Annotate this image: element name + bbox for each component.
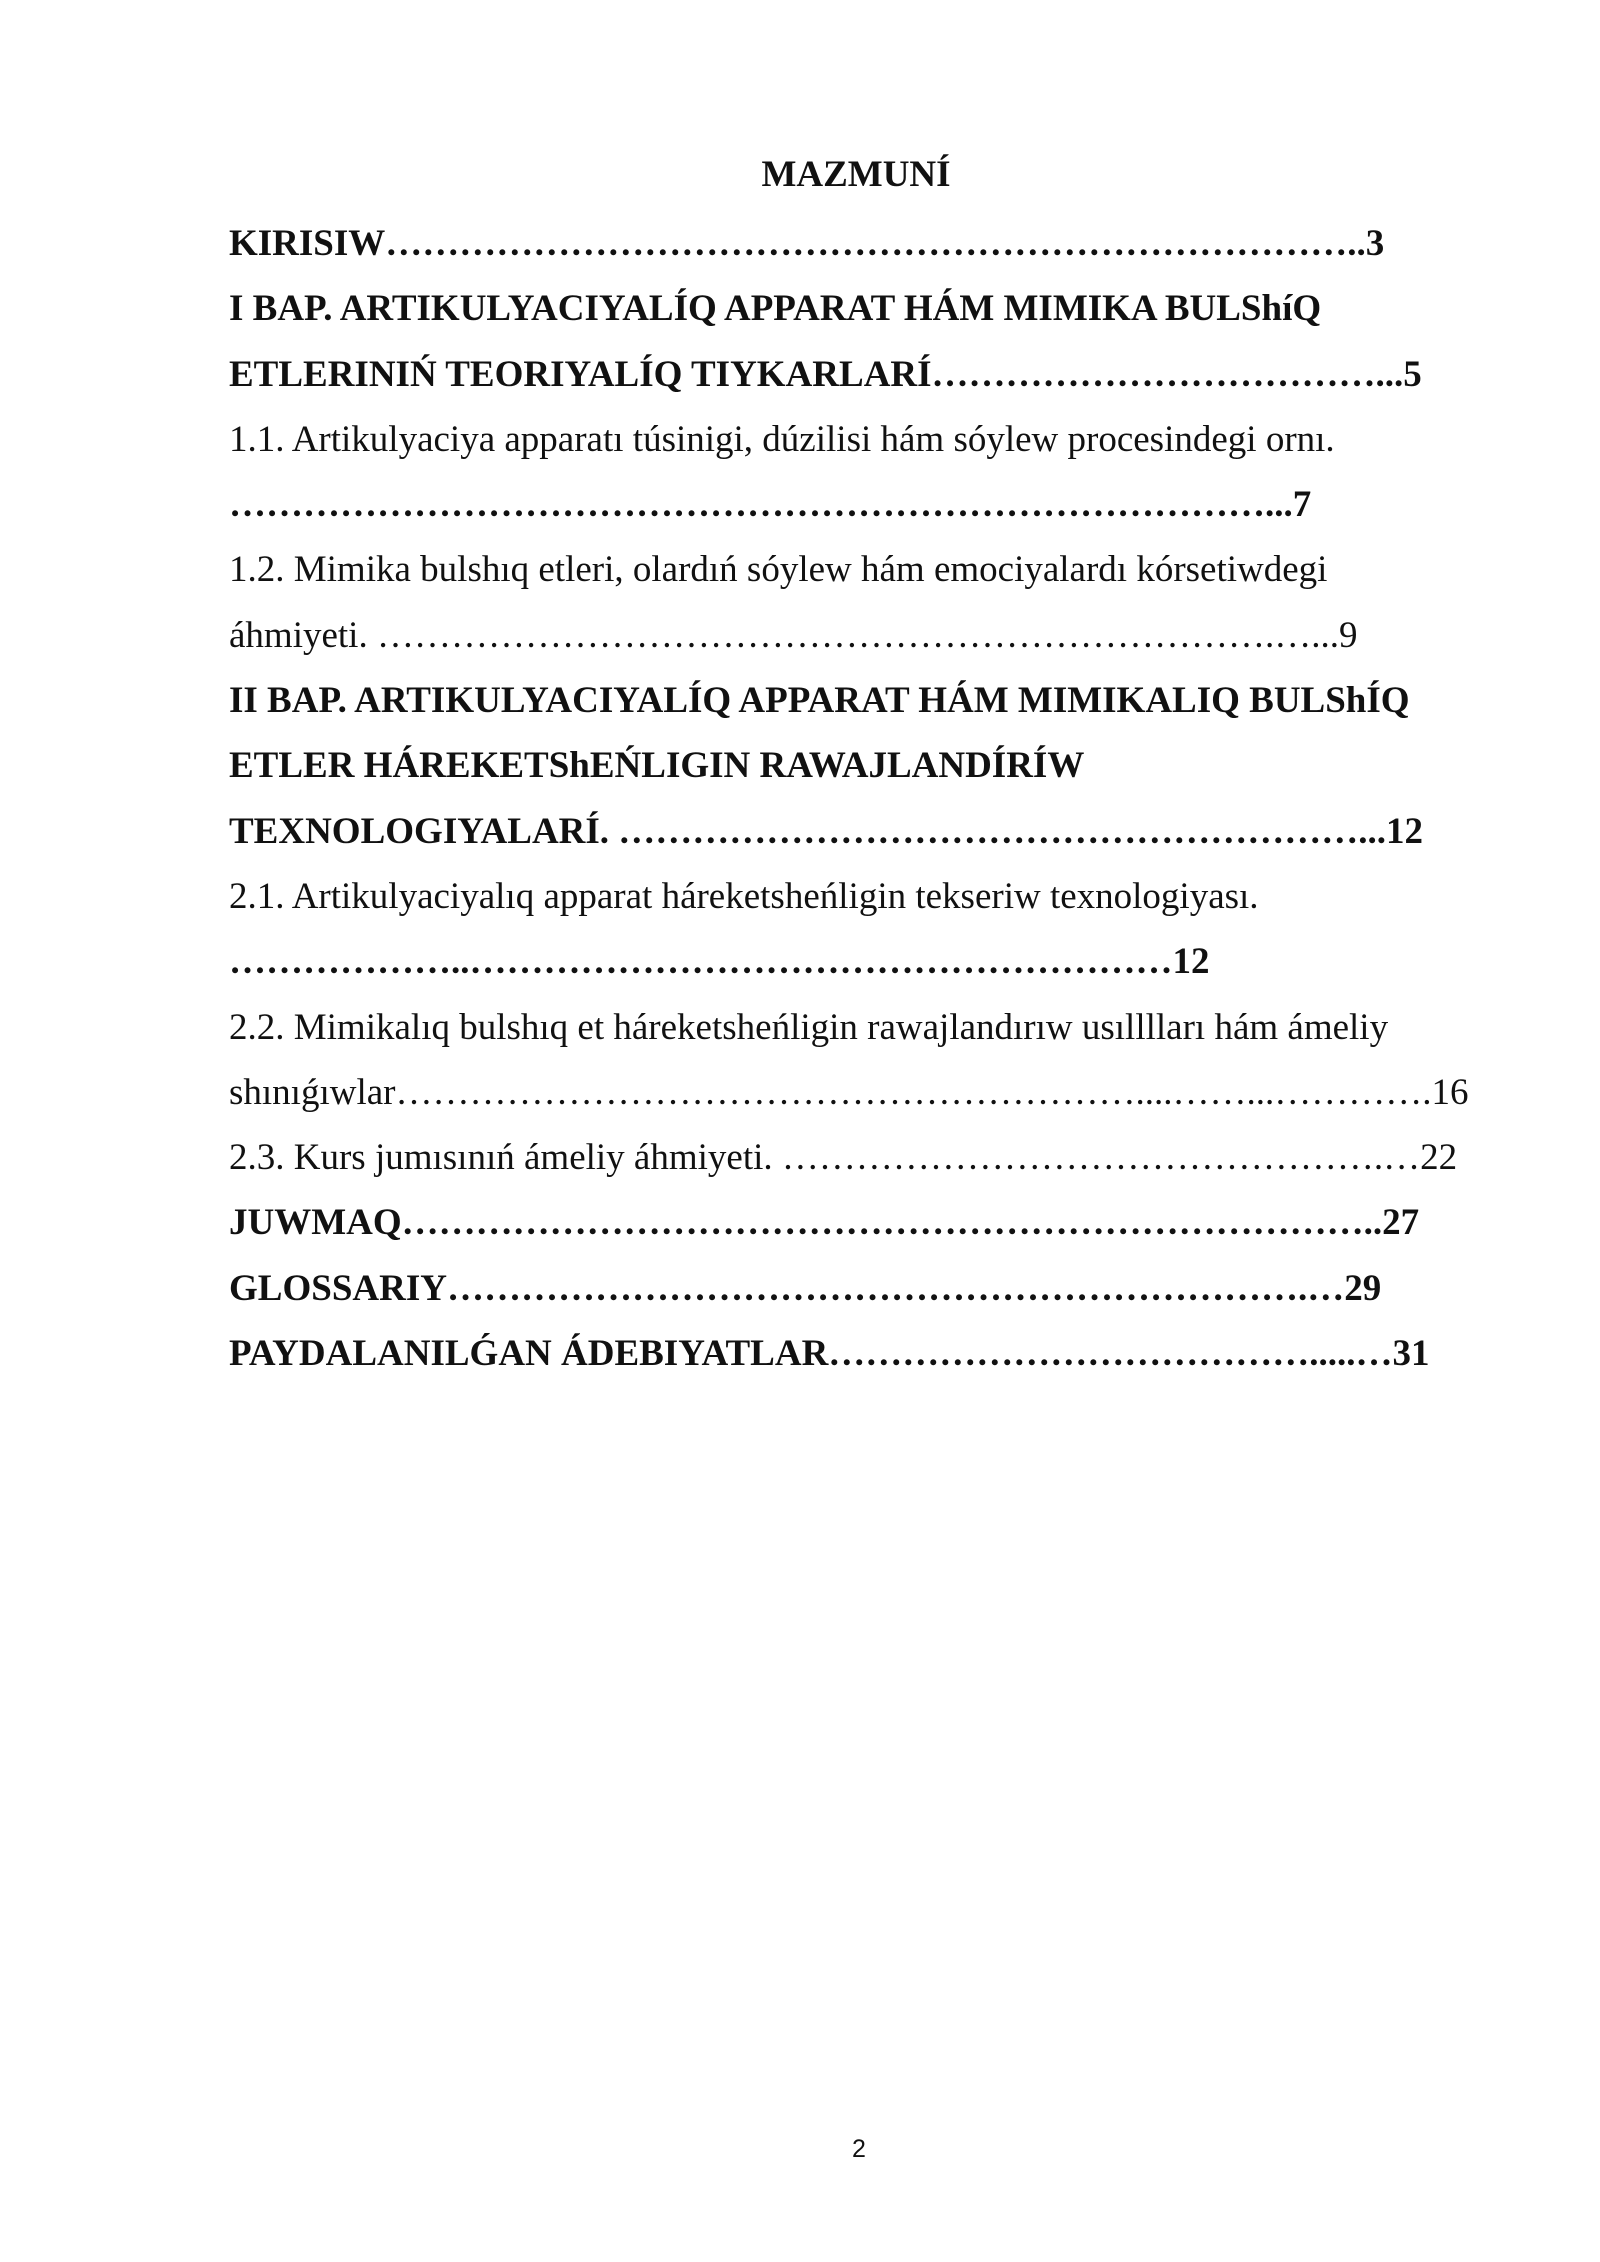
toc-line: GLOSSARIY…………………………………………………………….…29 [229, 1267, 1382, 1309]
toc-line: 2.2. Mimikalıq bulshıq et háreketsheńligin rawajlandırıw usılllları hám ámeliy [229, 1006, 1389, 1048]
toc-line: PAYDALANILǴAN ÁDEBIYATLAR………………………………….....…31 [229, 1333, 1430, 1375]
toc-line: I BAP. ARTIKULYACIYALÍQ APPARAT HÁM MIMIKA BULShíQ [229, 288, 1322, 330]
toc-line: ETLERINIŃ TEORIYALÍQ TIYKARLARÍ………………………………...5 [229, 353, 1422, 395]
toc-line: 2.1. Artikulyaciyalıq apparat háreketsheńligin tekseriw texnologiyası. [229, 875, 1259, 917]
toc-line: JUWMAQ……………………………………………………………………..27 [229, 1202, 1420, 1244]
toc-line: II BAP. ARTIKULYACIYALÍQ APPARAT HÁM MIMIKALIQ BULShÍQ [229, 680, 1410, 722]
page-title: MAZMUNÍ [761, 154, 951, 195]
toc-line: ETLER HÁREKETShEŃLIGIN RAWAJLANDÍRÍW [229, 745, 1085, 787]
toc-line: 2.3. Kurs jumısınıń ámeliy áhmiyeti. ………………………………………….…22 [229, 1137, 1458, 1179]
toc-line: 1.1. Artikulyaciya apparatı túsinigi, dúzilisi hám sóylew procesindegi ornı. [229, 418, 1335, 460]
toc-line: …………………………………………………………………………...7 [229, 484, 1312, 526]
table-of-contents [229, 211, 1489, 1386]
page-number: 2 [852, 2135, 866, 2163]
toc-line: áhmiyeti. ……………………………………………………………….…...9 [229, 614, 1358, 656]
toc-line: ………………..…………………………………………………12 [229, 941, 1210, 983]
toc-line: shınıǵıwlar……………………………………………………....……...………….16 [229, 1071, 1469, 1113]
toc-line: TEXNOLOGIYALARÍ. ……………………………………………………...12 [229, 810, 1424, 852]
toc-line: KIRISIW……………………………………………………………………..3 [229, 223, 1385, 264]
toc-line: 1.2. Mimika bulshıq etleri, olardıń sóylew hám emociyalardı kórsetiwdegi [229, 549, 1328, 591]
